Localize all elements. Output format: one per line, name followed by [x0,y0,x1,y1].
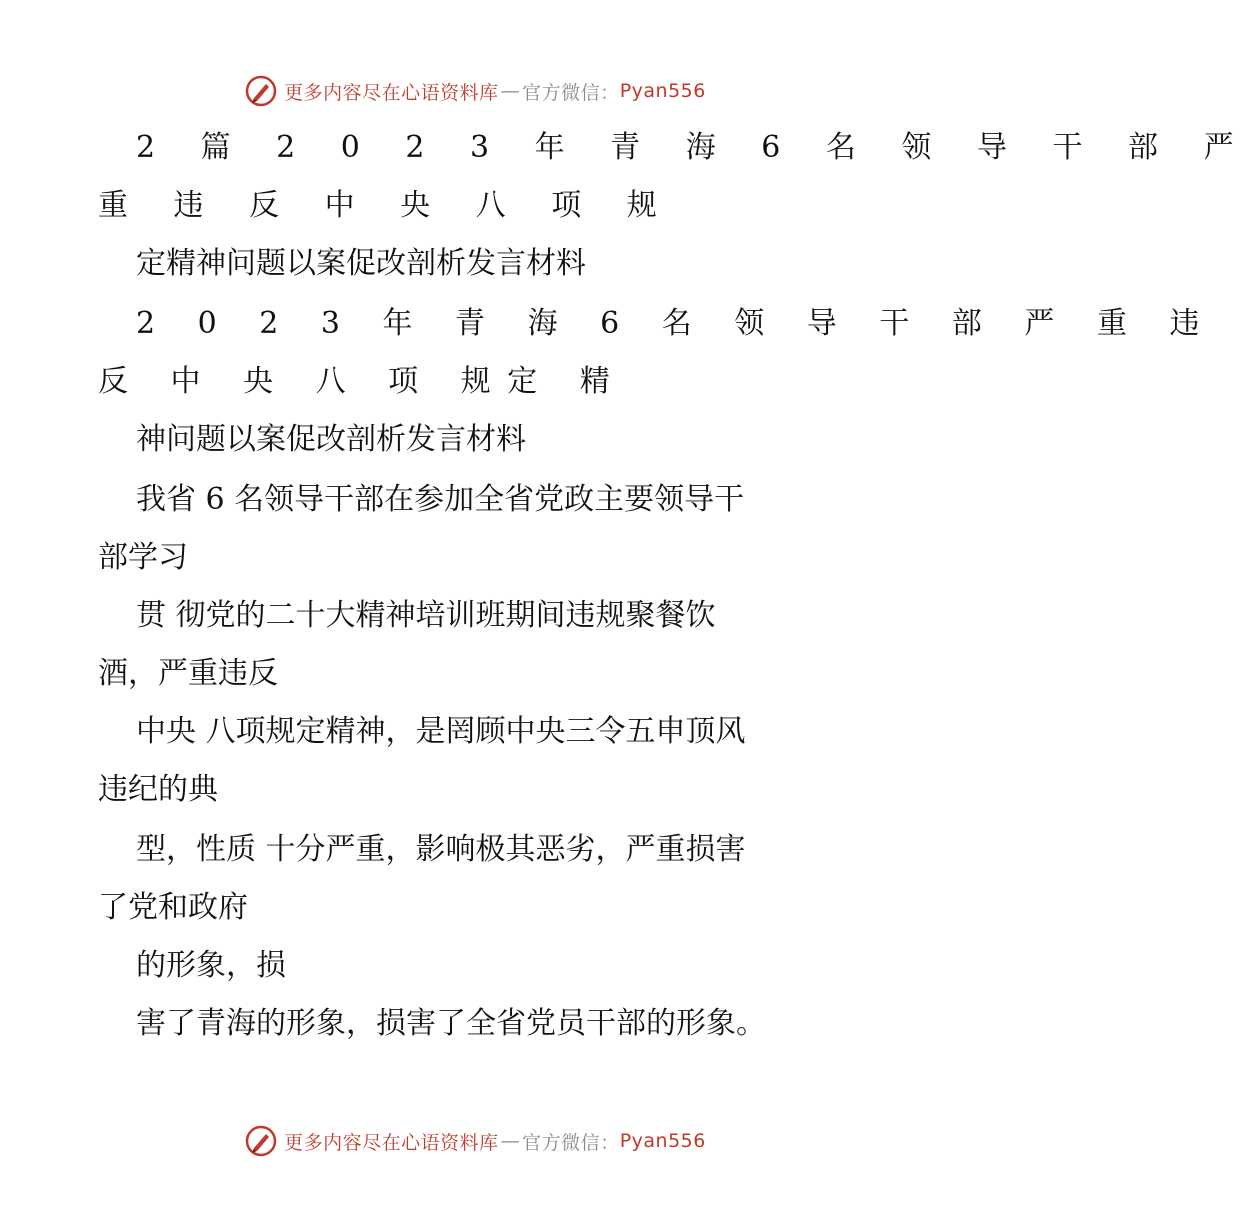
paragraph-line: 了党和政府 [98,890,248,925]
title-line-3: 定精神问题以案促改剖析发言材料 [136,246,586,281]
watermark-dash: — [500,80,521,102]
pen-logo-icon [244,1124,278,1158]
watermark-wechat-id: Pyan556 [619,80,706,102]
watermark-text: 更多内容尽在心语资料库 [284,1131,499,1154]
watermark-wechat-id: Pyan556 [619,1130,706,1152]
watermark-wechat-label: 官方微信： [522,81,620,104]
paragraph-line: 型，性质 十分严重，影响极其恶劣，严重损害 [136,832,746,867]
subtitle-line-3: 神问题以案促改剖析发言材料 [136,422,526,457]
pen-logo-icon [244,74,278,108]
paragraph-line: 中央 八项规定精神，是罔顾中央三令五申顶风 [136,714,746,749]
subtitle-line-1: 2 0 2 3 年 青 海 6 名 领 导 干 部 严 重 违 [136,306,1216,341]
paragraph-line: 贯 彻党的二十大精神培训班期间违规聚餐饮 [136,598,716,633]
paragraph-line: 害了青海的形象，损害了全省党员干部的形象。 [136,1006,766,1041]
title-line-1: 2 篇 2 0 2 3 年 青 海 6 名 领 导 干 部 严 [136,130,1252,165]
watermark-dash: — [500,1130,521,1152]
watermark-text: 更多内容尽在心语资料库 [284,81,499,104]
watermark-header [0,74,950,108]
paragraph-line: 酒，严重违反 [98,656,278,691]
subtitle-line-2: 反 中 央 八 项 规定 精 [98,364,627,399]
watermark-footer [0,1124,950,1158]
paragraph-line: 部学习 [98,540,188,575]
paragraph-line: 违纪的典 [98,772,218,807]
paragraph-line: 我省 6 名领导干部在参加全省党政主要领导干 [136,482,745,517]
watermark-wechat-label: 官方微信： [522,1131,620,1154]
paragraph-line: 的形象，损 [136,948,286,983]
title-line-2: 重 违 反 中 央 八 项 规 [98,188,675,223]
